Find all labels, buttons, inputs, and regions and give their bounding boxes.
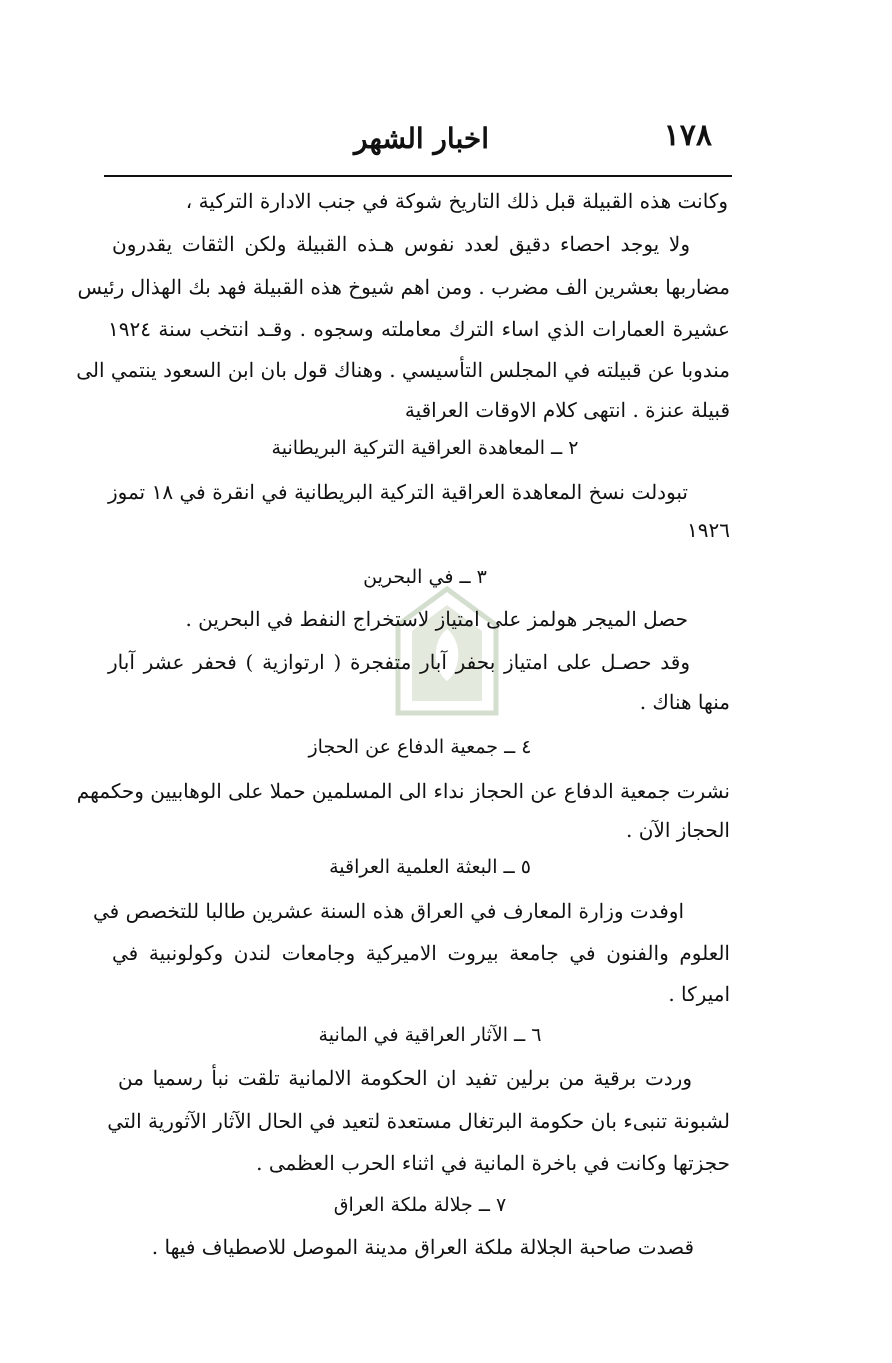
section-heading: ٣ ــ في البحرين <box>363 566 487 588</box>
paragraph-line: نشرت جمعية الدفاع عن الحجاز نداء الى المسلمين حملا على الوهابيين وحكمهم <box>76 779 730 803</box>
header-rule <box>104 175 732 177</box>
paragraph-line: اميركا . <box>668 982 730 1006</box>
paragraph-line: ١٩٢٦ <box>687 518 730 542</box>
paragraph-line: ولا يوجد احصاء دقيق لعدد نفوس هـذه القبيلة ولكن الثقات يقدرون <box>112 232 690 256</box>
paragraph-line: قصدت صاحبة الجلالة ملكة العراق مدينة الموصل للاصطياف فيها . <box>151 1235 694 1259</box>
section-heading: ٢ ــ المعاهدة العراقية التركية البريطانية <box>271 437 579 459</box>
paragraph-line: حجزتها وكانت في باخرة المانية في اثناء الحرب العظمى . <box>256 1151 730 1175</box>
page-header <box>104 118 732 174</box>
paragraph-line: وقد حصـل على امتياز بحفر آبار متفجرة ( ارتوازية ) فحفر عشر آبار <box>108 650 690 674</box>
paragraph-line: اوفدت وزارة المعارف في العراق هذه السنة عشرين طالبا للتخصص في <box>92 899 684 923</box>
running-title: اخبار الشهر <box>354 122 489 155</box>
paragraph-line: منها هناك . <box>639 690 730 714</box>
paragraph-line: مضاربها بعشرين الف مضرب . ومن اهم شيوخ هذه القبيلة فهد بك الهذال رئيس <box>77 275 730 299</box>
page-number: ١٧٨ <box>663 118 712 153</box>
paragraph-line: العلوم والفنون في جامعة بيروت الاميركية وجامعات لندن وكولونبية في <box>112 941 730 965</box>
section-heading: ٦ ــ الآثار العراقية في المانية <box>318 1024 542 1046</box>
paragraph-line: حصل الميجر هولمز على امتياز لاستخراج النفط في البحرين . <box>185 607 688 631</box>
paragraph-line: تبودلت نسخ المعاهدة العراقية التركية البريطانية في انقرة في ١٨ تموز <box>108 480 688 504</box>
section-heading: ٧ ــ جلالة ملكة العراق <box>333 1194 507 1216</box>
paragraph-line: الحجاز الآن . <box>626 818 730 842</box>
section-heading: ٤ ــ جمعية الدفاع عن الحجاز <box>308 736 532 758</box>
paragraph-line: وردت برقية من برلين تفيد ان الحكومة الالمانية تلقت نبأ رسميا من <box>118 1066 692 1090</box>
paragraph-line: مندوبا عن قبيلته في المجلس التأسيسي . وهناك قول بان ابن السعود ينتمي الى <box>76 358 730 382</box>
section-heading: ٥ ــ البعثة العلمية العراقية <box>329 856 531 878</box>
paragraph-line: عشيرة العمارات الذي اساء الترك معاملته وسجوه . وقـد انتخب سنة ١٩٢٤ <box>108 317 730 341</box>
paragraph-line: قبيلة عنزة . انتهى كلام الاوقات العراقية <box>404 398 730 422</box>
paragraph-line: وكانت هذه القبيلة قبل ذلك التاريخ شوكة في جنب الادارة التركية ، <box>185 189 728 213</box>
paragraph-line: لشبونة تنبىء بان حكومة البرتغال مستعدة لتعيد في الحال الآثار الآثورية التي <box>107 1109 730 1133</box>
